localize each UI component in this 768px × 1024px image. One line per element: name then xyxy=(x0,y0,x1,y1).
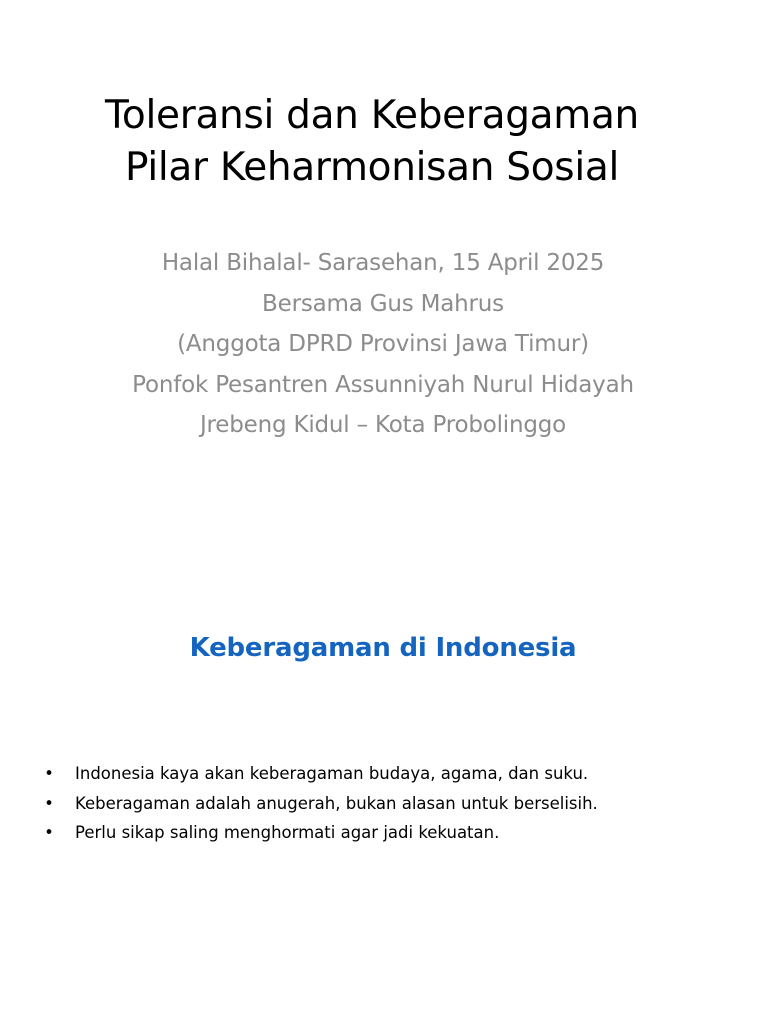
bullet-item xyxy=(43,789,598,819)
event-date-line: Halal Bihalal- Sarasehan, 15 April 2025 xyxy=(161,250,605,276)
bullet-item xyxy=(43,818,598,848)
event-subtitle xyxy=(0,243,766,446)
bullet-list xyxy=(43,759,598,848)
bullet-icon: • xyxy=(44,793,54,813)
bullet-icon: • xyxy=(44,764,54,783)
location-line: Jrebeng Kidul – Kota Probolinggo xyxy=(199,412,567,438)
bullet-text: Keberagaman adalah anugerah, bukan alasan untuk berselisih. xyxy=(75,793,598,813)
bullet-text: Indonesia kaya akan keberagaman budaya, agama, dan suku. xyxy=(75,764,589,783)
bullet-item xyxy=(43,759,598,789)
bullet-text: Perlu sikap saling menghormati agar jadi kekuatan. xyxy=(75,823,500,842)
venue-line: Ponfok Pesantren Assunniyah Nurul Hidayah xyxy=(132,371,634,398)
title-line-1: Toleransi dan Keberagaman xyxy=(105,93,639,138)
speaker-role-line: (Anggota DPRD Provinsi Jawa Timur) xyxy=(177,331,589,357)
title-line-2: Pilar Keharmonisan Sosial xyxy=(125,145,619,190)
document-title xyxy=(0,90,744,194)
speaker-line: Bersama Gus Mahrus xyxy=(262,290,504,317)
section-heading: Keberagaman di Indonesia xyxy=(189,633,577,663)
bullet-icon: • xyxy=(44,823,54,842)
